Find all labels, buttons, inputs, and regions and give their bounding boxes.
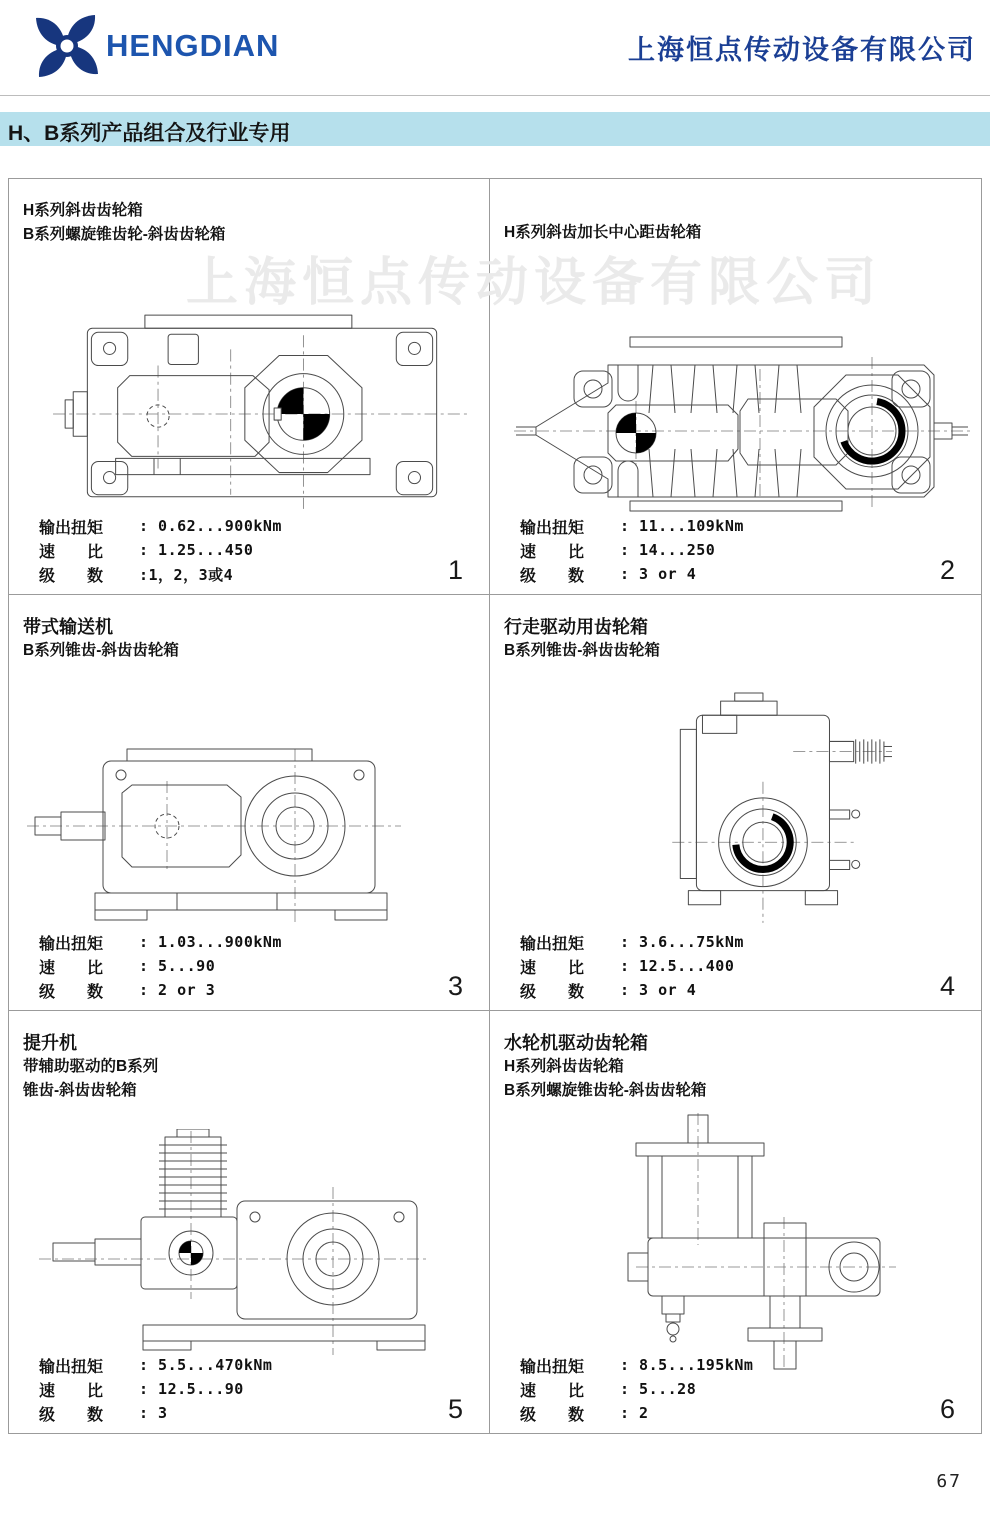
- panel-number: 3: [447, 971, 463, 1001]
- spec-value: : 3 or 4: [620, 981, 697, 999]
- brand-name: HENGDIAN: [106, 28, 280, 63]
- panel-3-titles: [23, 615, 179, 663]
- panel-3: [9, 595, 490, 1011]
- panel-6-titles: [504, 1031, 706, 1103]
- panel-title-line: 提升机: [23, 1033, 77, 1053]
- company-name: 上海恒点传动设备有限公司: [628, 35, 976, 65]
- spec-row: [520, 1401, 753, 1425]
- spec-value: : 2 or 3: [139, 981, 216, 999]
- spec-value: :1，2，3或4: [139, 565, 234, 584]
- panel-1-specs: [39, 514, 282, 586]
- spec-value: : 5...28: [620, 1380, 697, 1398]
- panel-title-line: H系列斜齿加长中心距齿轮箱: [504, 224, 702, 241]
- spec-label: 输出扭矩: [39, 935, 104, 953]
- spec-label: 输出扭矩: [520, 935, 585, 953]
- spec-row: [39, 1377, 272, 1401]
- spec-row: [520, 930, 744, 954]
- spec-row: [39, 1353, 272, 1377]
- panel-title-line: B系列螺旋锥齿轮-斜齿齿轮箱: [504, 1082, 707, 1099]
- spec-row: [39, 538, 282, 562]
- spec-value: : 3: [139, 1404, 168, 1422]
- spec-label: 速 比: [520, 543, 585, 561]
- spec-value: : 0.62...900kNm: [139, 517, 282, 535]
- spec-row: [520, 514, 744, 538]
- spec-value: : 5...90: [139, 957, 216, 975]
- panel-title-line: 带辅助驱动的B系列: [23, 1058, 159, 1075]
- panel-number: 6: [939, 1394, 955, 1424]
- spec-value: : 3.6...75kNm: [620, 933, 744, 951]
- spec-row: [520, 978, 744, 1002]
- spec-row: [39, 562, 282, 586]
- panel-2-titles: [504, 221, 701, 245]
- panel-4-specs: [520, 930, 744, 1002]
- panel-number: 4: [939, 971, 955, 1001]
- panel-title-line: 带式输送机: [23, 617, 113, 637]
- spec-row: [39, 514, 282, 538]
- hengdian-logo-icon: [36, 14, 98, 78]
- spec-row: [520, 1377, 753, 1401]
- gearbox-drawing-6: [596, 1113, 916, 1373]
- spec-value: : 12.5...90: [139, 1380, 244, 1398]
- header-divider: [0, 95, 990, 96]
- spec-row: [520, 562, 744, 586]
- spec-label: 级 数: [520, 983, 585, 1001]
- spec-label: 级 数: [39, 1406, 104, 1424]
- spec-label: 输出扭矩: [39, 1358, 104, 1376]
- spec-label: 输出扭矩: [520, 519, 585, 537]
- spec-row: [39, 978, 282, 1002]
- spec-label: 级 数: [520, 567, 585, 585]
- panel-2: [490, 179, 981, 595]
- spec-label: 速 比: [520, 1382, 585, 1400]
- spec-row: [39, 1401, 272, 1425]
- panel-title-line: H系列斜齿齿轮箱: [504, 1058, 624, 1075]
- spec-row: [520, 1353, 753, 1377]
- spec-value: : 5.5...470kNm: [139, 1356, 273, 1374]
- spec-value: : 1.03...900kNm: [139, 933, 282, 951]
- spec-label: 级 数: [520, 1406, 585, 1424]
- spec-label: 速 比: [520, 959, 585, 977]
- panel-title-line: B系列螺旋锥齿轮-斜齿齿轮箱: [23, 226, 226, 243]
- panel-number: 2: [939, 555, 955, 585]
- panel-2-specs: [520, 514, 744, 586]
- spec-row: [520, 538, 744, 562]
- page-number: 67: [936, 1471, 962, 1492]
- panel-title-line: H系列斜齿齿轮箱: [23, 202, 143, 219]
- spec-value: : 8.5...195kNm: [620, 1356, 754, 1374]
- spec-label: 级 数: [39, 983, 104, 1001]
- panel-5: [9, 1011, 490, 1433]
- panel-5-titles: [23, 1031, 158, 1103]
- section-title: H、B系列产品组合及行业专用: [8, 122, 291, 145]
- panel-title-line: 锥齿-斜齿齿轮箱: [23, 1082, 137, 1099]
- panel-4-titles: [504, 615, 660, 663]
- panel-title-line: 行走驱动用齿轮箱: [504, 617, 648, 637]
- spec-value: : 11...109kNm: [620, 517, 744, 535]
- panel-title-line: B系列锥齿-斜齿齿轮箱: [504, 642, 660, 659]
- panel-6: [490, 1011, 981, 1433]
- section-title-bar: [0, 112, 990, 146]
- panel-6-specs: [520, 1353, 753, 1425]
- spec-row: [39, 954, 282, 978]
- spec-value: : 14...250: [620, 541, 716, 559]
- spec-value: : 2: [620, 1404, 649, 1422]
- spec-row: [39, 930, 282, 954]
- spec-label: 输出扭矩: [39, 519, 104, 537]
- spec-label: 速 比: [39, 959, 104, 977]
- gearbox-drawing-3: [27, 731, 407, 936]
- panel-title-line: 水轮机驱动齿轮箱: [504, 1033, 648, 1053]
- spec-value: : 1.25...450: [139, 541, 254, 559]
- panel-1: [9, 179, 490, 595]
- gearbox-drawing-2: [512, 329, 972, 519]
- panel-title-line: B系列锥齿-斜齿齿轮箱: [23, 642, 179, 659]
- gearbox-drawing-1: [49, 307, 473, 519]
- spec-row: [520, 954, 744, 978]
- spec-value: : 3 or 4: [620, 565, 697, 583]
- spec-label: 级 数: [39, 567, 104, 585]
- product-grid: [8, 178, 982, 1434]
- spec-value: : 12.5...400: [620, 957, 735, 975]
- spec-label: 速 比: [39, 543, 104, 561]
- watermark-text: 上海恒点传动设备有限公司: [186, 254, 883, 312]
- panel-number: 1: [447, 555, 463, 585]
- panel-1-titles: [23, 199, 225, 247]
- panel-5-specs: [39, 1353, 272, 1425]
- spec-label: 速 比: [39, 1382, 104, 1400]
- spec-label: 输出扭矩: [520, 1358, 585, 1376]
- panel-4: [490, 595, 981, 1011]
- gearbox-drawing-5: [35, 1129, 435, 1364]
- panel-3-specs: [39, 930, 282, 1002]
- gearbox-drawing-4: [642, 691, 894, 933]
- panel-number: 5: [447, 1394, 463, 1424]
